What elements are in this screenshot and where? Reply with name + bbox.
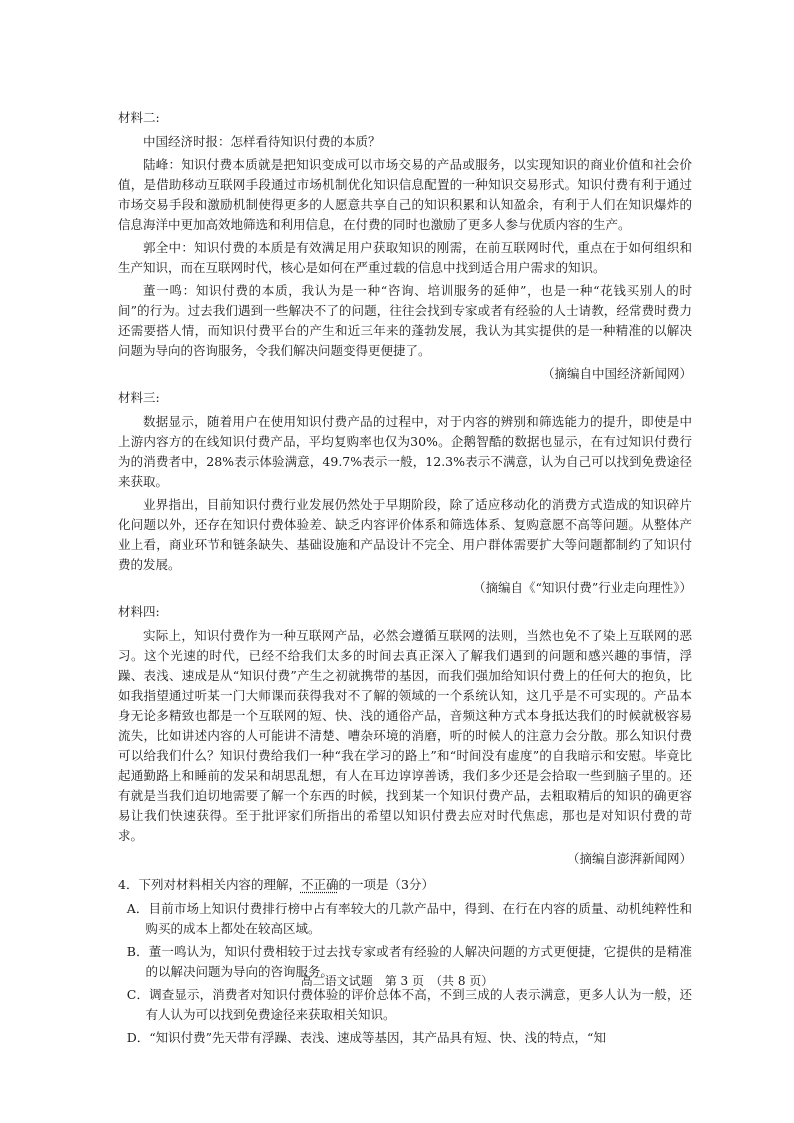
material-3-heading: 材料三: (118, 390, 160, 405)
material-4 (118, 602, 692, 869)
question-4-option-c: C．调查显示，消费者对知识付费体验的评价总体不高，不到三成的人表示满意，更多人认为一般，还有人认为可以找到免费途径来获取相关知识。 (126, 987, 692, 1022)
page-footer: 高二语文试题 第 3 页 （共 8 页） (300, 974, 494, 988)
material-2-heading: 材料二: (118, 110, 160, 125)
material-4-paragraph: 实际上，知识付费作为一种互联网产品，必然会遵循互联网的法则，当然也免不了染上互联网的恶习。这个光速的时代，已经不给我们太多的时间去真正深入了解我们遇到的问题和感兴趣的事情，浮躁、表浅、速成是从“知识付费”产生之初就携带的基因，而我们强加给知识付费上的任何大的抱负，比如我指望通过听某一门大师课而获得我对不了解的领域的一个系统认知，这几乎是不可实现的。产品本身无论多精致也都是一个互联网的短、快、浅的通俗产品，音频这种方式本身抵达我们的时候就极容易流失，比如讲述内容的人可能讲不清楚、嘈杂环境的消磨，听的时候人的注意力会分散。那么知识付费可以给我们什么？知识付费给我们一种“我在学习的路上”和“时间没有虚度”的自我暗示和安慰。毕竟比起通勤路上和睡前的发呆和胡思乱想，有人在耳边谆谆善诱，我们多少还是会拾取一些到脑子里的。还有就是当我们迫切地需要了解一个东西的时候，找到某一个知识付费产品，去粗取精后的知识的确更容易让我们快速获得。至于批评家们所指出的希望以知识付费去应对时代焦虑，那也是对知识付费的苛求。 (118, 628, 692, 843)
question-4 (118, 875, 692, 1048)
question-4-option-b: B．董一鸣认为，知识付费相较于过去找专家或者有经验的人解决问题的方式更便捷，它提供的是精准的以解决问题为导向的咨询服务。 (126, 944, 692, 979)
material-2 (118, 108, 692, 384)
material-3-paragraph: 业界指出，目前知识付费行业发展仍然处于早期阶段，除了适应移动化的消费方式造成的知识碎片化问题以外，还存在知识付费体验差、缺乏内容评价体系和筛选体系、复购意愿不高等问题。从整体产业上看，商业环节和链条缺失、基础设施和产品设计不完全、用户群体需要扩大等问题都制约了知识付费的发展。 (118, 497, 692, 572)
question-4-suffix: 的一项是（3分） (338, 877, 434, 892)
question-4-option-d: D．“知识付费”先天带有浮躁、表浅、速成等基因，其产品具有短、快、浅的特点，“知 (126, 1030, 606, 1045)
page-content (118, 108, 692, 1051)
material-4-source: （摘编自澎湃新闻网） (566, 851, 692, 866)
material-4-heading: 材料四: (118, 604, 160, 619)
material-3-source: （摘编自《“知识付费”行业走向理性》） (472, 580, 692, 595)
question-4-option-a: A．目前市场上知识付费排行榜中占有率较大的几款产品中，得到、在行在内容的质量、动机纯粹性和购买的成本上都处在较高区域。 (126, 901, 692, 936)
question-4-emphasis: 不正确 (300, 877, 339, 892)
question-4-stem (118, 875, 692, 895)
material-2-question: 中国经济时报：怎样看待知识付费的本质？ (143, 134, 381, 149)
material-2-paragraph: 陆峰：知识付费本质就是把知识变成可以市场交易的产品或服务，以实现知识的商业价值和社会价值，是借助移动互联网手段通过市场机制优化知识信息配置的一种知识交易形式。知识付费有利于通过市场交易手段和激励机制使得更多的人愿意共享自己的知识积累和认知盈余，有利于人们在知识爆炸的信息海洋中更加高效地筛选和利用信息，在付费的同时也激励了更多人参与优质内容的生产。 (118, 157, 692, 232)
material-3-paragraph: 数据显示，随着用户在使用知识付费产品的过程中，对于内容的辨别和筛选能力的提升，即使是中上游内容方的在线知识付费产品，平均复购率也仅为30%。企鹅智酷的数据也显示，在有过知识付费行为的消费者中，28%表示体验满意，49.7%表示一般，12.3%表示不满意，认为自己可以找到免费途径来获取。 (118, 414, 692, 489)
material-3 (118, 388, 692, 598)
material-2-paragraph: 郭全中：知识付费的本质是有效满足用户获取知识的刚需，在前互联网时代，重点在于如何组织和生产知识，而在互联网时代，核心是如何在严重过载的信息中找到适合用户需求的知识。 (118, 240, 692, 275)
material-2-source: （摘编自中国经济新闻网） (541, 366, 692, 381)
material-2-paragraph: 董一鸣：知识付费的本质，我认为是一种“咨询、培训服务的延伸”，也是一种“花钱买别人的时间”的行为。过去我们遇到一些解决不了的问题，往往会找到专家或者有经验的人士请教，经常费时费力还需要搭人情，而知识付费平台的产生和近三年来的蓬勃发展，我认为其实提供的是一种精准的以解决问题为导向的咨询服务，令我们解决问题变得更便捷了。 (118, 283, 692, 358)
question-4-prefix: 4．下列对材料相关内容的理解， (118, 877, 301, 892)
